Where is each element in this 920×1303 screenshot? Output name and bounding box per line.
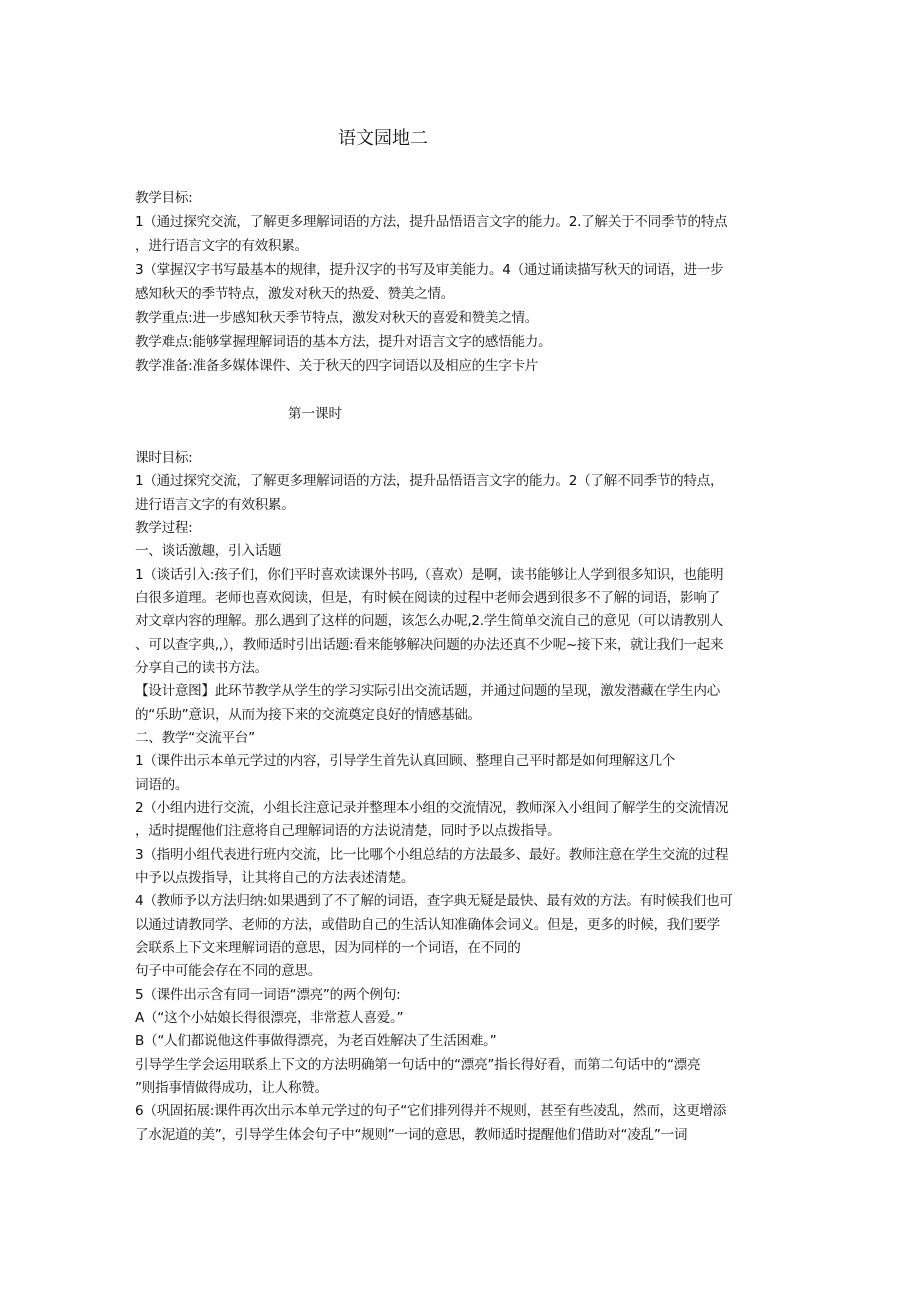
text-line: A（“这个小姑娘长得很漂亮，非常惹人喜爱。” [135, 1009, 404, 1026]
text-line: 6（巩固拓展:课件再次出示本单元学过的句子“它们排列得并不规则，甚至有些凌乱，然而，这更增添 [135, 1103, 726, 1120]
lesson-content [135, 447, 795, 1147]
text-line: 教学目标: [135, 190, 193, 206]
lesson-heading: 第一课时 [288, 406, 342, 422]
text-line: 1（通过探究交流，了解更多理解词语的方法，提升品悟语言文字的能力。2.了解关于不同季节的特点 [135, 214, 728, 230]
text-line: 教学重点:进一步感知秋天季节特点，激发对秋天的喜爱和赞美之情。 [135, 310, 539, 326]
text-line: 2（小组内进行交流，小组长注意记录并整理本小组的交流情况，教师深入小组间了解学生的交流情况 [135, 799, 729, 816]
text-line: 课时目标: [135, 450, 193, 466]
text-line: 词语的。 [135, 776, 189, 793]
text-line: 感知秋天的季节特点，激发对秋天的热爱、赞美之情。 [135, 286, 455, 302]
text-line: 【设计意图】此环节教学从学生的学习实际引出交流话题，并通过问题的呈现，激发潜藏在学生内心 [135, 683, 720, 700]
text-line: ，进行语言文字的有效积累。 [135, 238, 308, 254]
text-line: 引导学生学会运用联系上下文的方法明确第一句话中的“漂亮”指长得好看，而第二句话中的“漂亮 [135, 1056, 701, 1073]
text-line: 的“乐助”意识，从而为接下来的交流奠定良好的情感基础。 [135, 706, 481, 723]
text-line: 、可以查字典,,），教师适时引出话题:看来能够解决问题的办法还真不少呢~接下来，就让我们一起来 [135, 636, 724, 653]
text-line: 白很多道理。老师也喜欢阅读，但是，有时候在阅读的过程中老师会遇到很多不了解的词语，影响了 [135, 589, 720, 606]
text-line: 3（指明小组代表进行班内交流，比一比哪个小组总结的方法最多、最好。教师注意在学生交流的过程 [135, 846, 729, 863]
text-line: 句子中可能会存在不同的意思。 [135, 963, 322, 980]
text-line: 进行语言文字的有效积累。 [135, 496, 295, 513]
text-line: B（“人们都说他这件事做得漂亮，为老百姓解决了生活困难。” [135, 1033, 497, 1050]
text-line: 1（谈话引入:孩子们，你们平时喜欢读课外书吗,（喜欢）是啊，读书能够让人学到很多知识，也能明 [135, 566, 724, 583]
teaching-overview [135, 186, 795, 378]
text-line: 一、谈话激趣，引入话题 [135, 543, 282, 560]
text-line: 对文章内容的理解。那么遇到了这样的问题，该怎么办呢,2.学生简单交流自己的意见（可以请教别人 [135, 613, 724, 630]
text-line: 4（教师予以方法归纳:如果遇到了不了解的词语，查字典无疑是最快、最有效的方法。有时候我们也可 [135, 893, 733, 910]
text-line: 教学难点:能够掌握理解词语的基本方法，提升对语言文字的感悟能力。 [135, 334, 552, 350]
text-line: 教学准备:准备多媒体课件、关于秋天的四字词语以及相应的生字卡片 [135, 358, 539, 374]
text-line: 分享自己的读书方法。 [135, 659, 268, 676]
text-line: 中予以点拨指导，让其将自己的方法表述清楚。 [135, 869, 415, 886]
document-title: 语文园地二 [338, 128, 428, 149]
text-line: 会联系上下文来理解词语的意思，因为同样的一个词语，在不同的 [135, 939, 521, 956]
text-line: 1（课件出示本单元学过的内容，引导学生首先认真回顾、整理自己平时都是如何理解这几个 [135, 753, 676, 770]
text-line: 3（掌握汉字书写最基本的规律，提升汉字的书写及审美能力。4（通过诵读描写秋天的词语，进一步 [135, 262, 724, 278]
text-line: 5（课件出示含有同一词语“漂亮”的两个例句: [135, 986, 401, 1003]
text-line: 教学过程: [135, 519, 193, 536]
text-line: 了水泥道的美”，引导学生体会句子中“规则”一词的意思，教师适时提醒他们借助对“凌乱”一词 [135, 1126, 688, 1143]
text-line: 二、教学“交流平台” [135, 729, 255, 746]
text-line: ”则指事情做得成功，让人称赞。 [135, 1079, 328, 1096]
text-line: 1（通过探究交流，了解更多理解词语的方法，提升品悟语言文字的能力。2（了解不同季节的特点， [135, 473, 724, 490]
text-line: 以通过请教同学、老师的方法，或借助自己的生活认知准确体会词义。但是，更多的时候，我们要学 [135, 916, 720, 933]
text-line: ，适时提醒他们注意将自己理解词语的方法说清楚，同时予以点拨指导。 [135, 823, 561, 840]
